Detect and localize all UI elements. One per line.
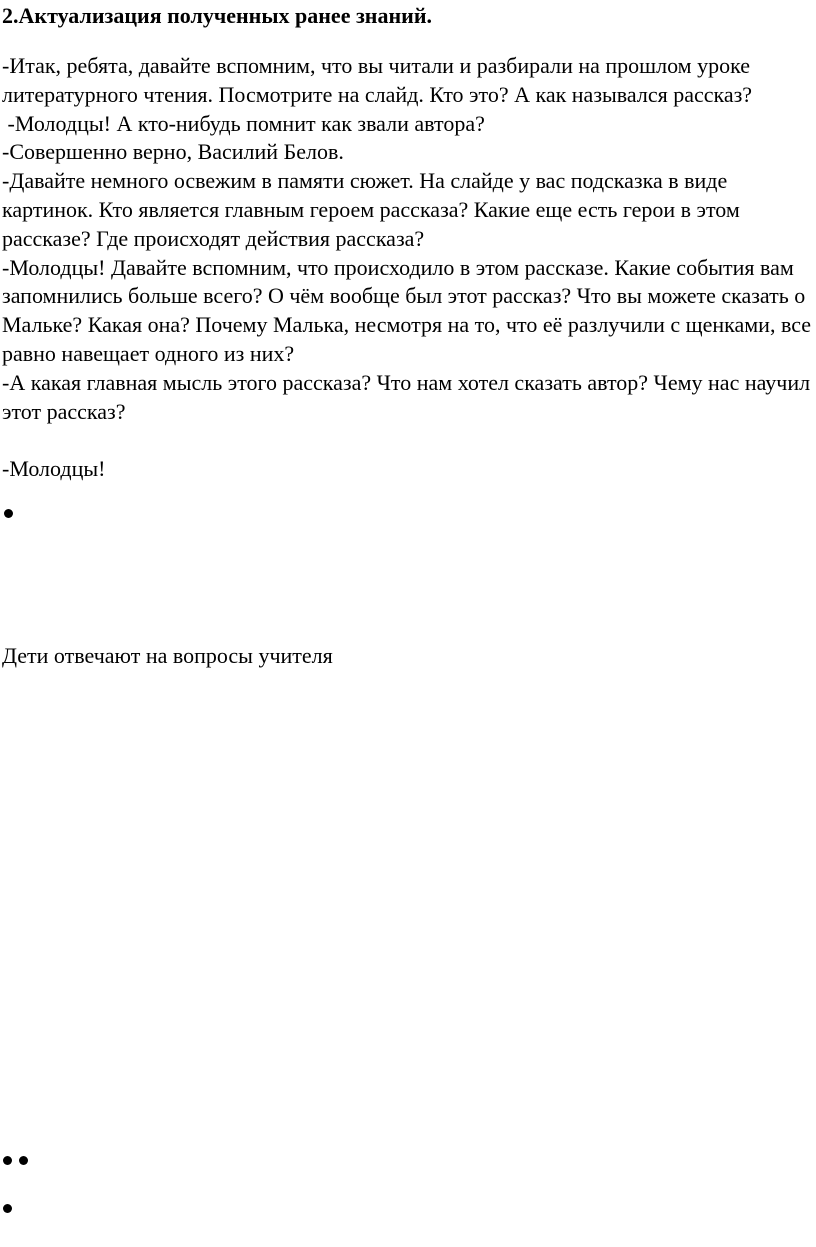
teacher-line: -Итак, ребята, давайте вспомним, что вы читали и разбирали на прошлом уроке литературного чтения. Посмотрите на слайд. Кто это? А как назывался рассказ? <box>2 53 753 107</box>
bullet-icon <box>19 1156 28 1165</box>
teacher-line: -Совершенно верно, Василий Белов. <box>2 139 344 165</box>
bullet-icon <box>3 1156 12 1165</box>
teacher-line: -Давайте немного освежим в памяти сюжет. На слайде у вас подсказка в виде картинок. Кто является главным героем рассказа? Какие еще есть герои в этом рассказе? Где происходят действия рассказа? <box>2 168 740 251</box>
bullet-icon <box>4 509 13 518</box>
closing-line: -Молодцы! <box>2 456 106 482</box>
bullet-icon <box>3 1204 12 1213</box>
teacher-line: -Молодцы! А кто-нибудь помнит как звали автора? <box>2 110 485 136</box>
blank-line <box>2 426 814 455</box>
teacher-line: -Молодцы! Давайте вспомним, что происходило в этом рассказе. Какие события вам запомнились больше всего? О чём вообще был этот рассказ? Что вы можете сказать о Мальке? Какая она? Почему Малька, несмотря на то, что её разлучили с щенками, все равно навещает одного из них? <box>2 254 812 366</box>
section-title: 2.Актуализация полученных ранее знаний. <box>2 3 433 28</box>
teacher-text <box>2 52 814 484</box>
teacher-line: -А какая главная мысль этого рассказа? Что нам хотел сказать автор? Чему нас научил этот рассказ? <box>2 369 811 424</box>
student-activity: Дети отвечают на вопросы учителя <box>2 643 333 668</box>
